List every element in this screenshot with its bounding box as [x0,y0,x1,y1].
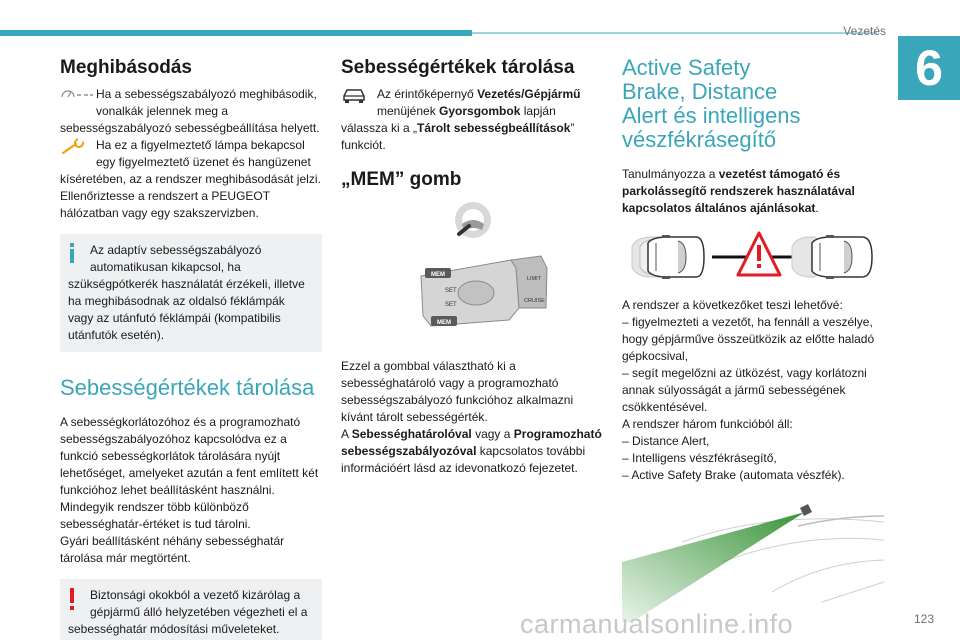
info-icon [68,243,76,263]
column-2: Sebességértékek tárolása Az érintőképernyő Vezetés/Gépjármű menüjének Gyorsgombok lapján válassza ki a „Tárolt sebességbeállítások” funkciót. „MEM” gomb MEM SET SET LIMIT CRUISE MEM Ezzel a gombbal választható ki a sebességhatároló vagy a programozható sebességszabályozó funkcióhoz alkalmazni kívánt tárolt sebességérték. A Sebességhatárolóval vagy a Programozható sebességszabályozóval kapcsolatos további információért lásd az idevonatkozó fejezetet. [341,56,605,477]
list-item: – segít megelőzni az ütközést, vagy korlátozni annak súlyosságát a jármű sebességének csökkentésével. [622,366,867,414]
mem-stalk-illustration [341,198,605,338]
chapter-number: 6 [898,36,960,100]
column-1: Meghibásodás Ha a sebességszabályozó meghibásodik, vonalkák jelennek meg a sebességszabályozó sebességbeállítása helyett. Ha ez a figyelmeztető lámpa bekapcsol egy figyelmeztető üzenet és hangüzenet kíséretében, az a rendszer meghibásodását jelzi. Ellenőriztesse a rendszert a PEUGEOT hálózatban vagy egy szakszervizben. Az adaptív sebességszabályozó automatikusan kikapcsol, ha szükségpótkerék használatát érzékeli, illetve ha meghibásodnak az oldalsó féklámpák vagy az utánfutó féklámpái (kompatibilis utánfutók esetén). Sebességértékek tárolása A sebességkorlátozóhoz és a programozható sebességszabályozóhoz kapcsolódva ez a funkció sebességkorlátok tárolására nyújt lehetőséget, amelyeket azután a fent említett két funkcióhoz lehet beállításként használni. Mindegyik rendszer több különböző sebességhatár-értéket is tud tárolni. Gyári beállításként néhány sebességhatár tárolása már megtörtént. Biztonsági okokból a vezető kizárólag a gépjármű álló helyzetében végezheti el a sebességhatár módosítási műveleteket. [60,56,322,640]
fault-paragraph: Ha a sebességszabályozó meghibásodik, vonalkák jelennek meg a [60,86,322,120]
distance-alert-illustration [622,229,884,285]
car-icon [341,87,367,103]
stalk-label-set-1: SET [445,288,457,294]
stalk-label-mem-bottom: MEM [437,320,451,326]
stalk-label-set-2: SET [445,302,457,308]
active-safety-heading: Active Safety Brake, Distance Alert és intelligens vészfékrásegítő [622,55,801,152]
mem-button-heading: „MEM” gomb [341,169,462,190]
warning-triangle-icon [738,233,780,275]
radar-beam-illustration [622,502,884,622]
list-item: – Active Safety Brake (automata vészfék). [622,468,845,482]
fault-heading: Meghibásodás [60,57,192,78]
header-bar-line [472,32,877,34]
car-icon [792,235,872,279]
stalk-label-limit: LIMIT [527,276,542,282]
steering-wheel-icon [455,202,491,238]
storage-heading-2: Sebességértékek tárolása [341,57,575,78]
wrench-warning-icon [60,138,90,156]
column-3: Active Safety Brake, Distance Alert és intelligens vészfékrásegítő Tanulmányozza a vezetést támogató és parkolássegítő rendszerek használatával kapcsolatos általános ajánlásokat. A rendszer a következőket teszi lehetővé: – figyelmezteti a vezetőt, ha fennáll a veszélye, hogy gépjárműve összeütközik az előtte haladó gépkocsival, – segít megelőzni az ütközést, vagy korlátozni annak súlyosságát a jármű sebességének csökkentésével. A rendszer három funkcióból áll: – Distance Alert, – Intelligens vészfékrásegítő, – Active Safety Brake (automata vészfék). [622,56,884,622]
warning-lamp-paragraph: Ha ez a figyelmeztető lámpa bekapcsol egy figyelmeztető üzenet és hangüzenet [60,137,322,171]
watermark: carmanualsonline.info [520,609,794,639]
stalk-label-mem-top: MEM [431,272,445,278]
car-icon [632,235,704,279]
list-item: – Intelligens vészfékrásegítő, [622,451,777,465]
section-title: Vezetés [843,24,886,38]
header-bar [0,30,472,36]
exclamation-icon [68,588,76,610]
stalk-label-cruise: CRUISE [524,298,545,304]
list-item: – figyelmezteti a vezetőt, ha fennáll a veszélye, hogy gépjárműve összeütközik az előtte haladó gépkocsival, [622,315,875,363]
storage-heading: Sebességértékek tárolása [60,375,315,400]
speed-limiter-dashes-icon [60,87,94,101]
list-item: – Distance Alert, [622,434,710,448]
warning-box: Biztonsági okokból a vezető kizárólag a gépjármű álló helyzetében végezheti el a sebességhatár módosítási műveleteket. [60,579,322,640]
info-box: Az adaptív sebességszabályozó automatikusan kikapcsol, ha szükségpótkerék használatát érzékeli, illetve ha meghibásodnak az oldalsó féklámpák vagy az utánfutó féklámpái (kompatibilis utánfutók esetén). [60,234,322,352]
touchscreen-paragraph: Az érintőképernyő Vezetés/Gépjármű menüjének Gyorsgombok lapján [341,86,605,120]
stalk-svg [341,198,605,338]
page-number: 123 [913,612,934,626]
